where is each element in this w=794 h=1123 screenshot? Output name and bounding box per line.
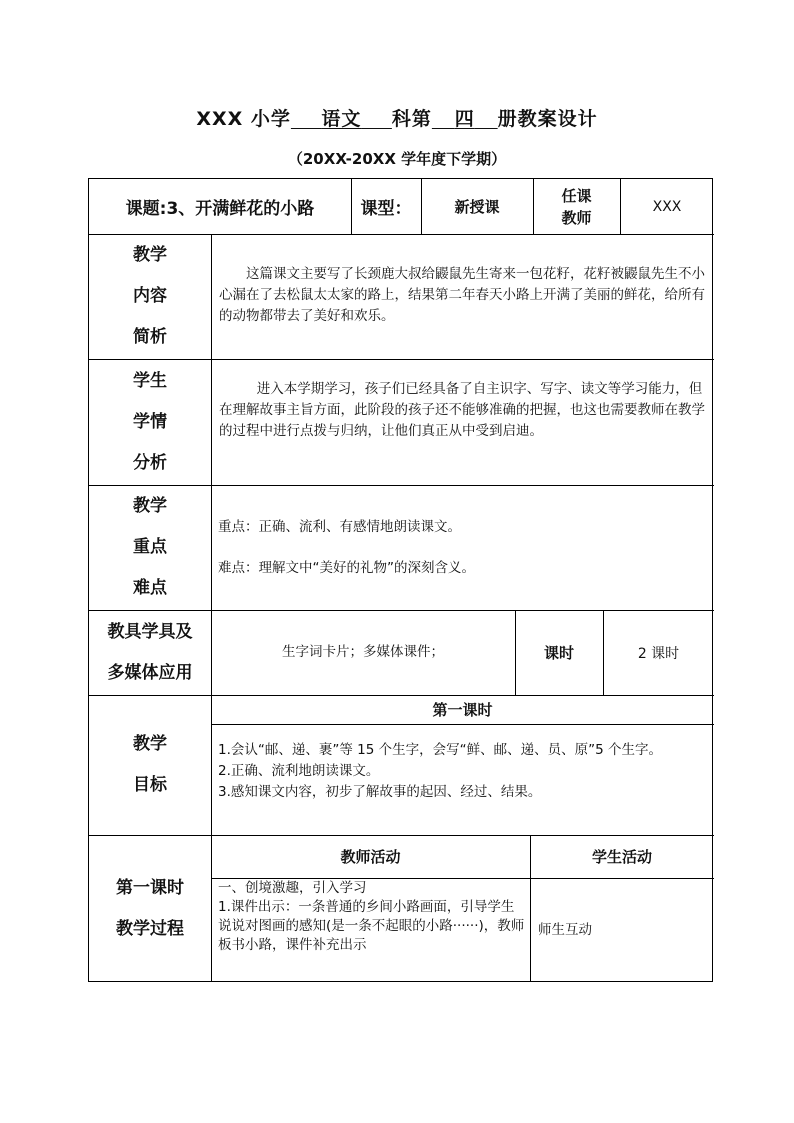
teacher-value: XXX <box>652 198 682 215</box>
goals-label: 教学 目标 <box>133 734 167 795</box>
students-text: 进入本学期学习，孩子们已经具备了自主识字、写字、读文等学习能力，但在理解故事主旨方面，此阶段的孩子还不能够准确的把握，也这也需要教师在教学的过程中进行点拨与归纳，让他们真正从中受到启迪。 <box>219 381 705 439</box>
row-divider <box>211 724 714 725</box>
goal-item: 3.感知课文内容，初步了解故事的起因、经过、结果。 <box>218 784 542 800</box>
teacher-activity-header: 教师活动 <box>340 848 401 866</box>
lesson-plan-table <box>88 178 713 982</box>
page-title <box>0 104 794 131</box>
lesson-type-label: 课型： <box>360 199 412 219</box>
summary-label: 教学 内容 简析 <box>133 245 167 347</box>
goals-section-title: 第一课时 <box>432 701 493 719</box>
hours-label: 课时 <box>543 644 574 662</box>
goals-list <box>218 740 708 803</box>
title-school: XXX 小学 <box>196 108 291 130</box>
goal-item: 2.正确、流利地朗读课文。 <box>218 763 380 779</box>
teacher-activity <box>218 879 526 955</box>
title-subject: 语文 <box>321 108 362 130</box>
student-activity: 师生互动 <box>538 922 592 938</box>
title-volume: 四 <box>454 108 475 130</box>
teacher-activity-detail: 1.课件出示：一条普通的乡间小路画面，引导学生说说对图画的感知(是一条不起眼的小路······)，教师板书小路，课件补充出示 <box>218 899 525 953</box>
teacher-activity-step: 一、创境激趣，引入学习 <box>218 880 367 896</box>
tools-value: 生字词卡片；多媒体课件； <box>282 644 444 660</box>
process-label: 第一课时 教学过程 <box>116 877 184 939</box>
lesson-type-value: 新授课 <box>454 198 500 216</box>
key-point: 重点：正确、流利、有感情地朗读课文。 <box>218 519 461 535</box>
title-mid: 科第 <box>391 108 432 130</box>
students-label: 学生 学情 分析 <box>133 370 167 473</box>
title-tail: 册教案设计 <box>497 108 598 130</box>
lesson-title: 课题:3、开满鲜花的小路 <box>125 199 315 219</box>
goal-item: 1.会认“邮、递、裹”等 15 个生字，会写“鲜、邮、递、员、原”5 个生字。 <box>218 742 662 758</box>
difficult-point: 难点：理解文中“美好的礼物”的深刻含义。 <box>218 560 475 576</box>
summary-text: 这篇课文主要写了长颈鹿大叔给鼹鼠先生寄来一包花籽，花籽被鼹鼠先生不小心漏在了去松鼠太太家的路上，结果第二年春天小路上开满了美丽的鲜花，给所有的动物都带去了美好和欢乐。 <box>219 266 705 324</box>
page-subtitle: （20XX-20XX 学年度下学期） <box>287 150 507 168</box>
hours-value: 2 课时 <box>637 645 680 662</box>
teacher-label: 任课 教师 <box>561 186 592 227</box>
keypoints-label: 教学 重点 难点 <box>133 496 167 598</box>
tools-label: 教具学具及 多媒体应用 <box>107 621 193 683</box>
student-activity-header: 学生活动 <box>591 848 652 866</box>
